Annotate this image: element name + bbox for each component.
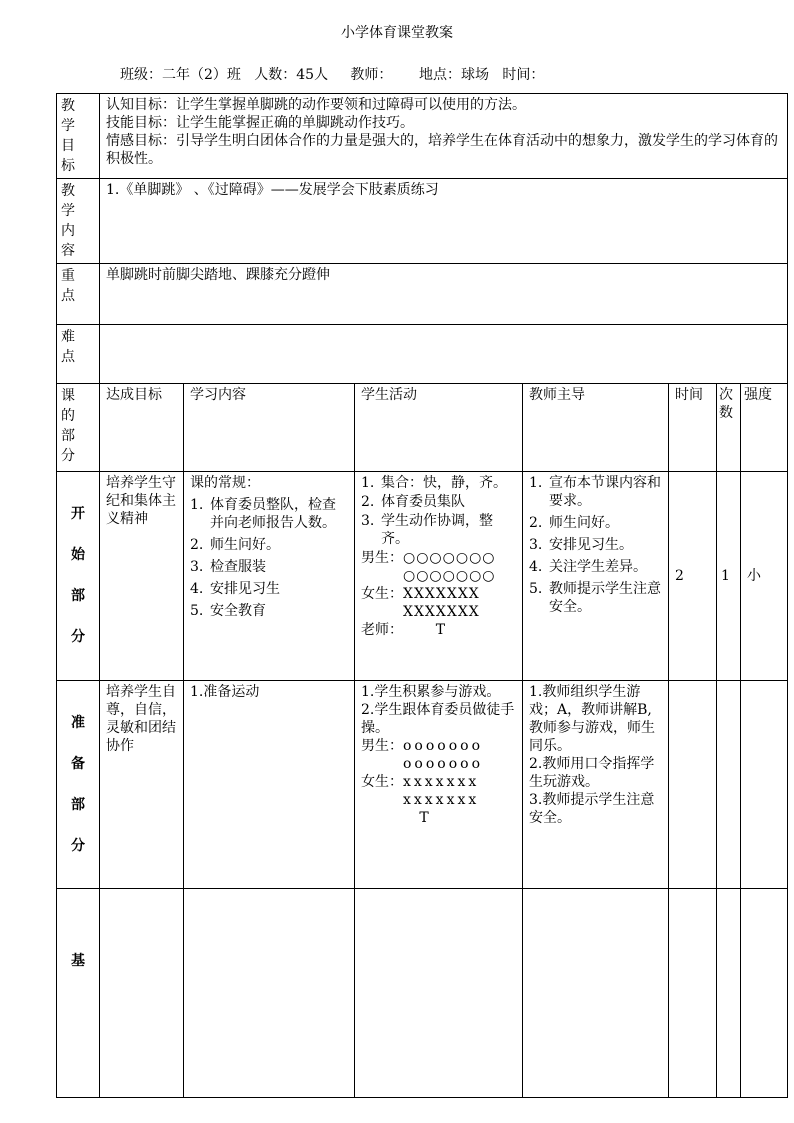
col-activity-header: 学生活动 xyxy=(355,384,523,472)
prep-count xyxy=(717,681,741,889)
section-prep-row xyxy=(57,681,788,889)
start-teacher-list xyxy=(529,474,662,616)
basic-activity xyxy=(355,889,523,1098)
list-item: 5. 安全教育 xyxy=(190,603,266,619)
list-item: 3. 安排见习生。 xyxy=(529,537,633,553)
goal-emotion: 情感目标：引导学生明白团体合作的力量是强大的，培养学生在体育活动中的想象力，激发学生的学习体育的积极性。 xyxy=(106,133,778,167)
page-title: 小学体育课堂教案 xyxy=(341,25,453,41)
prep-intensity xyxy=(741,681,788,889)
list-item: 3. 学生动作协调，整齐。 xyxy=(361,513,493,547)
section-start-row xyxy=(57,472,788,681)
basic-count xyxy=(717,889,741,1098)
list-item: 1. 体育委员整队，检查并向老师报告人数。 xyxy=(190,497,336,531)
goal-cognitive: 认知目标：让学生掌握单脚跳的动作要领和过障碍可以使用的方法。 xyxy=(106,97,526,113)
prep-teacher-line: 2.教师用口令指挥学生玩游戏。 xyxy=(529,756,655,790)
goals-row xyxy=(57,94,788,179)
difficult-text xyxy=(100,325,788,384)
col-teacher-header: 教师主导 xyxy=(523,384,669,472)
col-time-header: 时间 xyxy=(669,384,717,472)
start-activity xyxy=(355,472,523,681)
content-label: 教 学 内 容 xyxy=(57,179,100,264)
prep-activity-line: 2.学生跟体育委员做徒手操。 xyxy=(361,702,515,736)
formation-line: 男生： ooooooo xyxy=(361,738,484,754)
prep-activity-line: 1.学生积累参与游戏。 xyxy=(361,684,501,700)
col-content-header: 学习内容 xyxy=(184,384,355,472)
list-item: 1. 宣布本节课内容和要求。 xyxy=(529,475,661,509)
section-basic-label: 基 xyxy=(57,889,100,1098)
key-text: 单脚跳时前脚尖踏地、踝膝充分蹬伸 xyxy=(100,264,788,325)
difficult-row xyxy=(57,325,788,384)
prep-time xyxy=(669,681,717,889)
goals-text xyxy=(100,94,788,179)
basic-content xyxy=(184,889,355,1098)
basic-goal xyxy=(100,889,184,1098)
lesson-plan-table xyxy=(56,93,788,1098)
prep-teacher-line: 3.教师提示学生注意安全。 xyxy=(529,792,655,826)
formation-line: 女生： xxxxxxx xyxy=(361,774,480,790)
prep-teacher-line: 1.教师组织学生游戏；A，教师讲解B,教师参与游戏，师生同乐。 xyxy=(529,684,655,754)
header-label: 课 的 部 分 xyxy=(57,384,100,472)
content-text: 1.《单脚跳》 、《过障碍》——发展学会下肢素质练习 xyxy=(100,179,788,264)
section-start-label: 开 始 部 分 xyxy=(57,472,100,681)
start-time: 2 xyxy=(669,472,717,681)
goal-skill: 技能目标：让学生能掌握正确的单脚跳动作技巧。 xyxy=(106,115,414,131)
section-prep-label: 准 备 部 分 xyxy=(57,681,100,889)
prep-goal: 培养学生自尊，自信，灵敏和团结协作 xyxy=(100,681,184,889)
class-info-line: 班级：二年（2）班 人数：45人 教师： 地点：球场 时间： xyxy=(120,67,545,83)
start-content-head: 课的常规： xyxy=(190,475,260,491)
goals-label: 教 学 目 标 xyxy=(57,94,100,179)
start-intensity: 小 xyxy=(741,472,788,681)
start-content xyxy=(184,472,355,681)
start-activity-list xyxy=(361,474,516,548)
formation-line: 女生： XXXXXXX xyxy=(361,586,480,602)
start-teacher xyxy=(523,472,669,681)
start-content-list xyxy=(190,496,348,620)
formation-line: ○○○○○○○ xyxy=(403,568,496,584)
section-basic-row xyxy=(57,889,788,1098)
formation-line: T xyxy=(403,810,430,826)
formation-line: xxxxxxx xyxy=(403,792,480,808)
list-item: 3. 检查服装 xyxy=(190,559,266,575)
list-item: 4. 关注学生差异。 xyxy=(529,559,647,575)
header-row xyxy=(57,384,788,472)
list-item: 4. 安排见习生 xyxy=(190,581,280,597)
basic-intensity xyxy=(741,889,788,1098)
col-count-header: 次数 xyxy=(717,384,741,472)
basic-teacher xyxy=(523,889,669,1098)
list-item: 2. 体育委员集队 xyxy=(361,494,465,510)
start-count: 1 xyxy=(717,472,741,681)
basic-time xyxy=(669,889,717,1098)
list-item: 2. 师生问好。 xyxy=(190,537,280,553)
list-item: 1. 集合：快，静，齐。 xyxy=(361,475,507,491)
formation-line: XXXXXXX xyxy=(403,604,480,620)
key-row xyxy=(57,264,788,325)
col-intensity-header: 强度 xyxy=(741,384,788,472)
formation-line: 老师： T xyxy=(361,622,447,638)
formation-line: ooooooo xyxy=(403,756,484,772)
start-goal: 培养学生守纪和集体主义精神 xyxy=(100,472,184,681)
formation-line: 男生： ○○○○○○○ xyxy=(361,550,496,566)
difficult-label: 难 点 xyxy=(57,325,100,384)
col-goal-header: 达成目标 xyxy=(100,384,184,472)
content-row xyxy=(57,179,788,264)
list-item: 2. 师生问好。 xyxy=(529,515,619,531)
key-label: 重 点 xyxy=(57,264,100,325)
prep-content: 1.准备运动 xyxy=(184,681,355,889)
list-item: 5. 教师提示学生注意安全。 xyxy=(529,581,661,615)
prep-activity xyxy=(355,681,523,889)
prep-teacher xyxy=(523,681,669,889)
